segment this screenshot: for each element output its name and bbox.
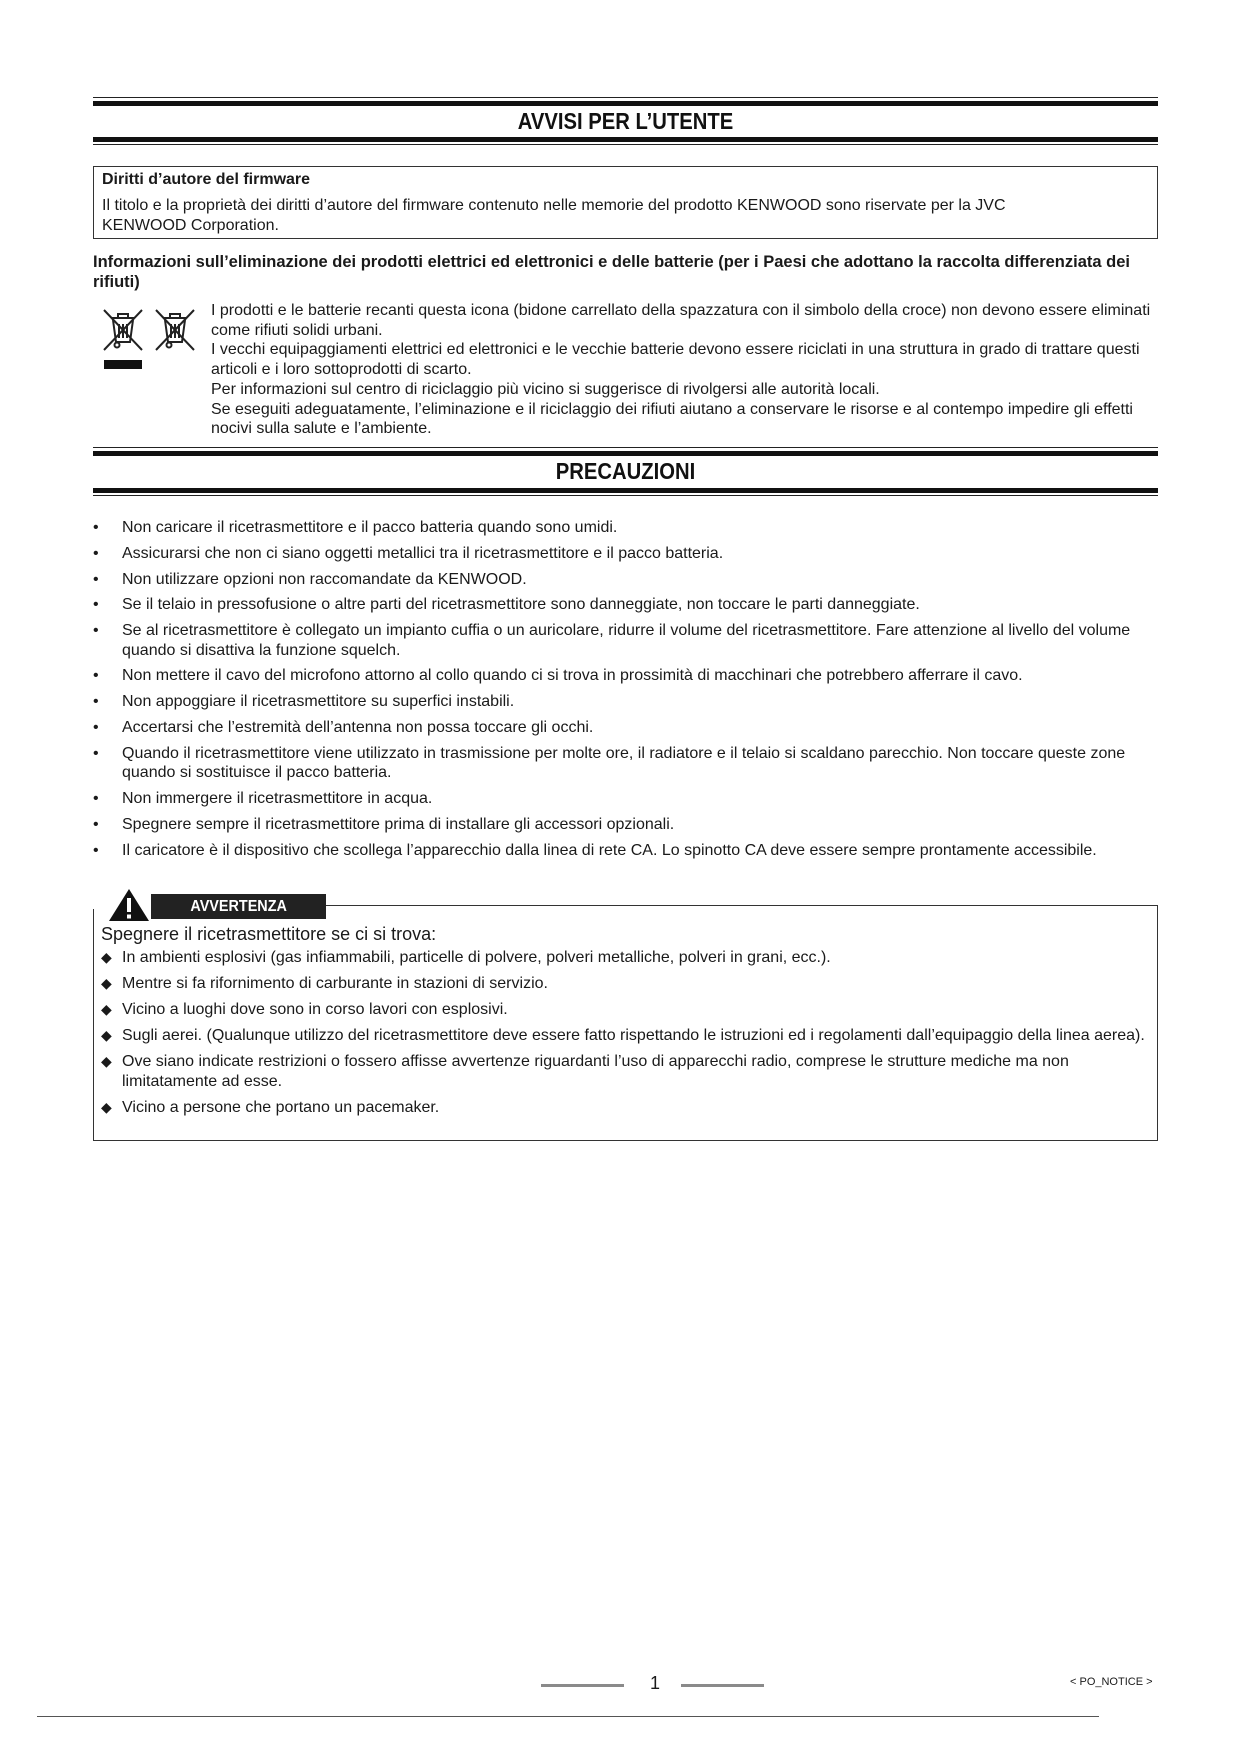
list-item: • Quando il ricetrasmettitore viene utilizzato in trasmissione per molte ore, il radiatore e il telaio si scaldano parecchio. Non toccare queste zone quando si sostituisce il pacco batteria. [93,744,1126,782]
rule [93,495,1158,496]
rule [93,144,1158,145]
bin-underline-bar [104,360,142,369]
warning-triangle-icon [107,887,151,923]
list-item: • Accertarsi che l’estremità dell’antenna non possa toccare gli occhi. [93,719,594,737]
disposal-text [211,301,1156,439]
list-item: • Non immergere il ricetrasmettitore in acqua. [93,790,433,808]
crossed-bin-icon [150,304,200,354]
list-item: • Se al ricetrasmettitore è collegato un impianto cuffia o un auricolare, ridurre il volume del ricetrasmettitore. Fare attenzione al livello del volume quando si disattiva la funzione squelch. [93,622,1131,659]
crossed-bin-icon [98,304,148,354]
disposal-paragraph: Per informazioni sul centro di riciclaggio più vicino si suggerisce di rivolgersi alle autorità locali. [211,380,880,398]
list-item: ◆ In ambienti esplosivi (gas infiammabili, particelle di polvere, polveri metalliche, polveri in grani, ecc.). [101,949,831,966]
bottom-rule [37,1716,1099,1717]
page-number: 1 [649,1673,660,1693]
disposal-paragraph: I vecchi equipaggiamenti elettrici ed elettronici e le vecchie batterie devono essere riciclati in una struttura in grado di trattare questi articoli e i loro sottoprodotti di scarto. [211,341,1140,379]
list-item: • Se il telaio in pressofusione o altre parti del ricetrasmettitore sono danneggiate, non toccare le parti danneggiate. [93,596,920,614]
rule [93,447,1158,448]
disposal-heading: Informazioni sull’eliminazione dei prodotti elettrici ed elettronici e delle batterie (per i Paesi che adottano la raccolta differenziata dei rifiuti) [93,253,1130,291]
list-item: ◆ Ove siano indicate restrizioni o fossero affisse avvertenze riguardanti l’uso di apparecchi radio, comprese le strutture mediche ma non limitatamente ad esse. [101,1053,1069,1090]
section-title-precautions: PRECAUZIONI [555,458,696,484]
firmware-box [93,166,1158,239]
firmware-title: Diritti d’autore del firmware [102,171,311,188]
warning-label: AVVERTENZA [151,894,326,919]
list-item: • Non mettere il cavo del microfono attorno al collo quando ci si trova in prossimità di macchinari che potrebbero afferrare il cavo. [93,667,1023,685]
precautions-list [93,518,1158,867]
list-item: ◆ Vicino a luoghi dove sono in corso lavori con esplosivi. [101,1001,508,1018]
list-item: • Spegnere sempre il ricetrasmettitore prima di installare gli accessori opzionali. [93,815,675,833]
rule [93,101,1158,106]
list-item: ◆ Sugli aerei. (Qualunque utilizzo del ricetrasmettitore deve essere fatto rispettando le istruzioni ed i regolamenti dall’equipaggio della linea aerea). [101,1027,1145,1044]
diamond-bullet-icon: ◆ [101,1098,112,1115]
warning-intro: Spegnere il ricetrasmettitore se ci si trova: [101,924,437,944]
list-item: • Non utilizzare opzioni non raccomandate da KENWOOD. [93,570,527,588]
warning-list [101,948,1156,1124]
footer-bar [541,1684,624,1687]
list-item: • Il caricatore è il dispositivo che scollega l’apparecchio dalla linea di rete CA. Lo spinotto CA deve essere sempre prontamente accessibile. [93,841,1097,859]
diamond-bullet-icon: ◆ [101,1001,112,1017]
rule [93,137,1158,142]
disposal-paragraph: I prodotti e le batterie recanti questa icona (bidone carrellato della spazzatura con il simbolo della croce) non devono essere eliminati come rifiuti solidi urbani. [211,302,1151,339]
list-item: • Assicurarsi che non ci siano oggetti metallici tra il ricetrasmettitore e il pacco batteria. [93,544,724,562]
list-item: ◆ Mentre si fa rifornimento di carburante in stazioni di servizio. [101,975,548,992]
diamond-bullet-icon: ◆ [101,1053,112,1069]
rule [93,97,1158,98]
footer-bar [681,1684,764,1687]
document-code: < PO_NOTICE > [1070,1676,1153,1688]
section-title-notices: AVVISI PER L’UTENTE [517,108,734,134]
rule [93,451,1158,456]
list-item: • Non appoggiare il ricetrasmettitore su superfici instabili. [93,693,515,711]
diamond-bullet-icon: ◆ [101,949,112,965]
diamond-bullet-icon: ◆ [101,975,112,991]
firmware-text: Il titolo e la proprietà dei diritti d’autore del firmware contenuto nelle memorie del prodotto KENWOOD sono riservate per la JVC KENWOOD Corporation. [102,197,1006,234]
rule [93,488,1158,493]
list-item: ◆ Vicino a persone che portano un pacemaker. [101,1098,440,1116]
disposal-paragraph: Se eseguiti adeguatamente, l’eliminazione e il riciclaggio dei rifiuti aiutano a conservare le risorse e al contempo impedire gli effetti nocivi sulla salute e l’ambiente. [211,400,1133,438]
diamond-bullet-icon: ◆ [101,1027,112,1043]
list-item: • Non caricare il ricetrasmettitore e il pacco batteria quando sono umidi. [93,519,618,536]
